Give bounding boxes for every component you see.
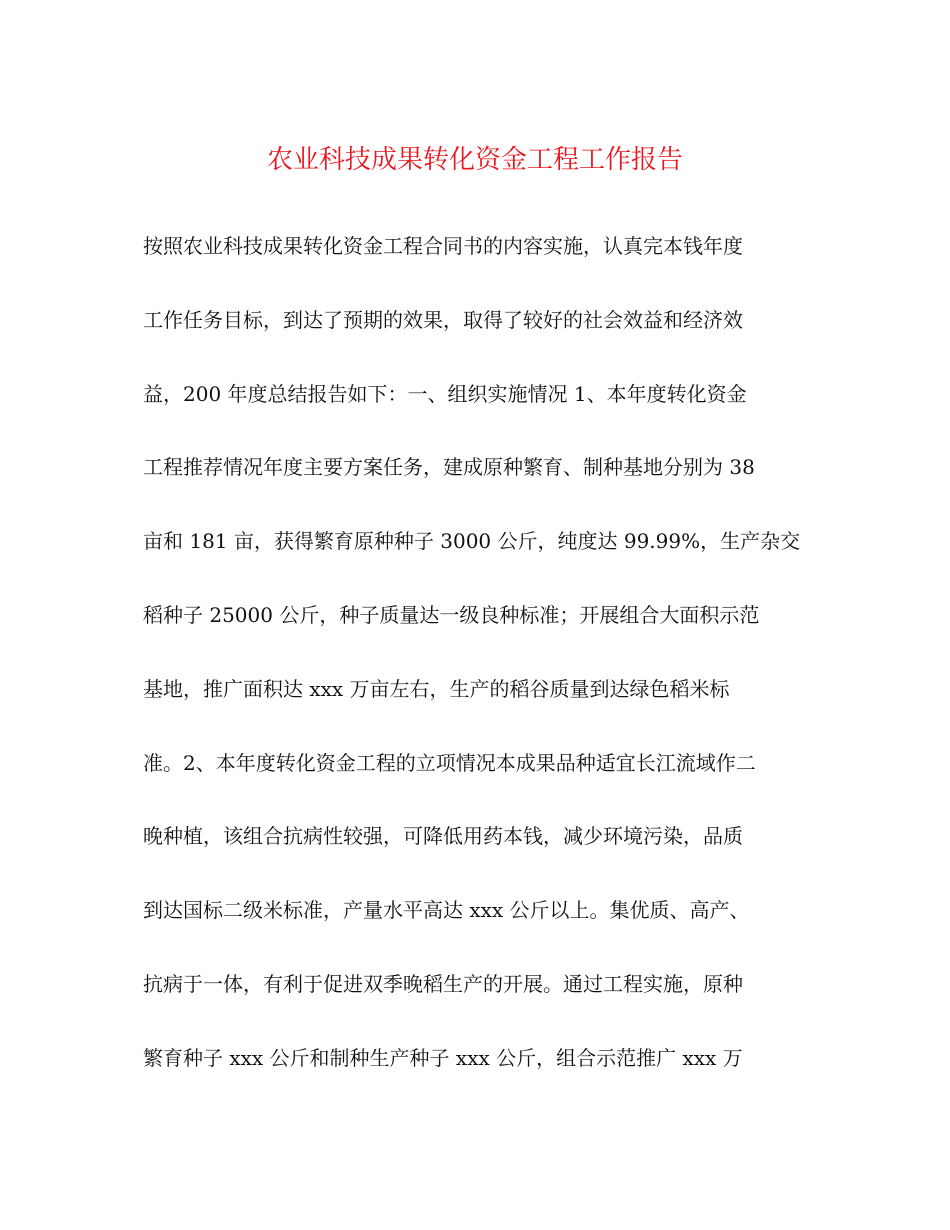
body-line: 晚种植，该组合抗病性较强，可降低用药本钱，减少环境污染，品质	[143, 824, 743, 849]
body-line: 亩和 181 亩，获得繁育原种种子 3000 公斤，纯度达 99.99%，生产杂交	[143, 529, 801, 554]
body-line: 按照农业科技成果转化资金工程合同书的内容实施，认真完本钱年度	[143, 234, 743, 258]
document-body	[143, 226, 823, 1112]
body-line: 抗病于一体，有利于促进双季晚稻生产的开展。通过工程实施，原种	[143, 971, 743, 996]
body-line: 工程推荐情况年度主要方案任务，建成原种繁育、制种基地分别为 38	[143, 455, 755, 480]
body-line: 准。2、本年度转化资金工程的立项情况本成果品种适宜长江流域作二	[143, 750, 756, 775]
body-line: 稻种子 25000 公斤，种子质量达一级良种标准；开展组合大面积示范	[143, 602, 760, 627]
body-line: 工作任务目标，到达了预期的效果，取得了较好的社会效益和经济效	[143, 307, 743, 332]
body-line: 基地，推广面积达 xxx 万亩左右，生产的稻谷质量到达绿色稻米标	[143, 676, 730, 701]
body-line: 到达国标二级米标准，产量水平高达 xxx 公斤以上。集优质、高产、	[143, 898, 750, 923]
body-line: 繁育种子 xxx 公斤和制种生产种子 xxx 公斤，组合示范推广 xxx 万	[143, 1045, 743, 1070]
document-title: 农业科技成果转化资金工程工作报告	[266, 145, 683, 175]
body-line: 益，200 年度总结报告如下：一、组织实施情况 1、本年度转化资金	[143, 381, 747, 406]
